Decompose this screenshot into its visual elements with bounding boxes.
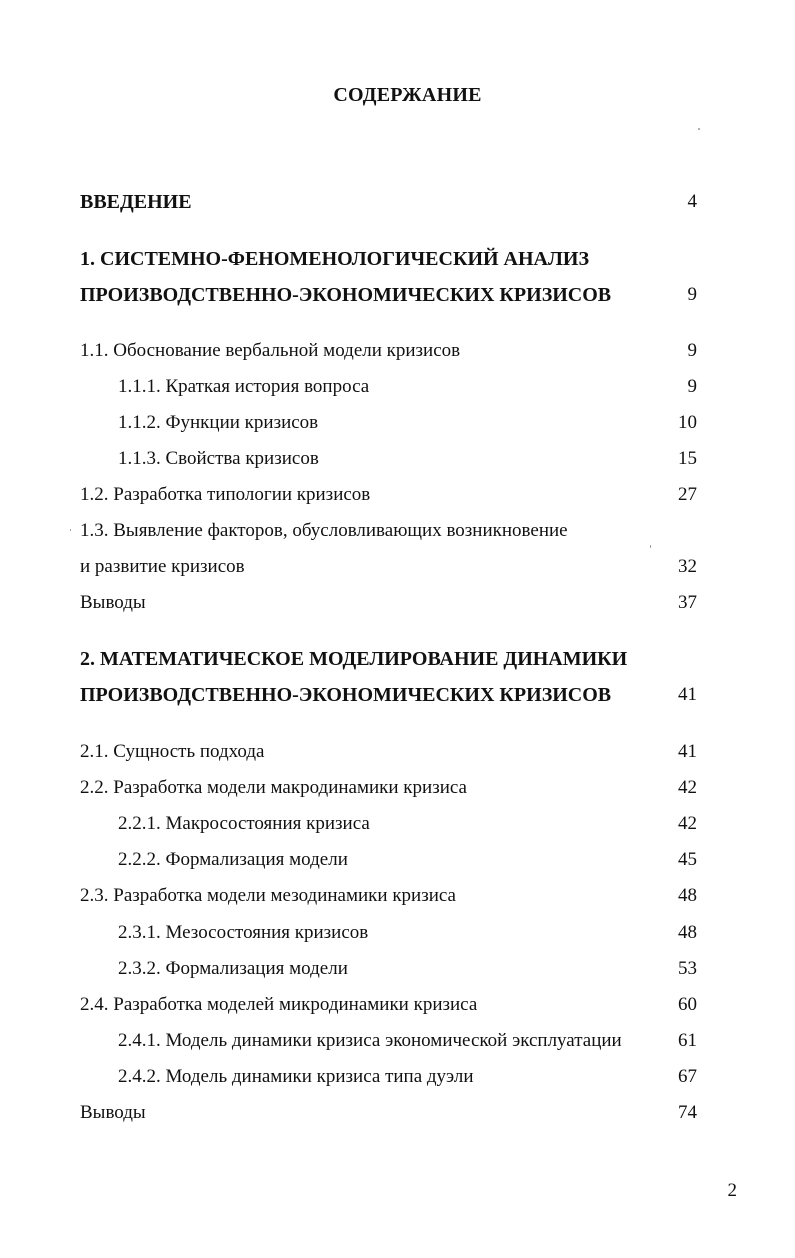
toc-entry-1-2 — [0, 481, 795, 509]
toc-entry-text: 1.1.1. Краткая история вопроса — [118, 376, 370, 397]
toc-entry-page: 27 — [678, 484, 697, 505]
toc-entry-text: Выводы — [80, 1102, 146, 1123]
toc-entry-text: и развитие кризисов — [80, 556, 245, 577]
page-title: СОДЕРЖАНИЕ — [333, 84, 482, 106]
toc-entry-text: 1.1.3. Свойства кризисов — [118, 448, 319, 469]
toc-entry-1-1-2 — [0, 409, 795, 437]
toc-entry-2-4-2 — [0, 1063, 795, 1091]
toc-entry-page: 60 — [678, 994, 697, 1015]
toc-entry-page: 42 — [678, 813, 697, 834]
toc-entry-2-3 — [0, 882, 795, 910]
scan-speck — [70, 529, 71, 531]
toc-entry-page: 61 — [678, 1030, 697, 1051]
toc-entry-1-3-line-1 — [0, 517, 795, 545]
toc-entry-conclusions-1 — [0, 589, 795, 617]
toc-entry-text: 2. МАТЕМАТИЧЕСКОЕ МОДЕЛИРОВАНИЕ ДИНАМИКИ — [80, 648, 628, 670]
toc-entry-2-2 — [0, 774, 795, 802]
toc-entry-2-2-2 — [0, 846, 795, 874]
toc-entry-2-1 — [0, 738, 795, 766]
toc-entry-text: 2.3.1. Мезосостояния кризисов — [118, 922, 369, 943]
toc-entry-text: 2.2.2. Формализация модели — [118, 849, 348, 870]
toc-entry-page: 9 — [687, 284, 697, 305]
toc-entry-page: 42 — [678, 777, 697, 798]
toc-entry-page: 9 — [687, 340, 697, 361]
toc-entry-text: 1.1.2. Функции кризисов — [118, 412, 319, 433]
toc-entry-1-1-3 — [0, 445, 795, 473]
toc-entry-page: 74 — [678, 1102, 697, 1123]
toc-entry-text: ПРОИЗВОДСТВЕННО-ЭКОНОМИЧЕСКИХ КРИЗИСОВ — [80, 284, 612, 306]
toc-entry-page: 53 — [678, 958, 697, 979]
toc-entry-text: 1. СИСТЕМНО-ФЕНОМЕНОЛОГИЧЕСКИЙ АНАЛИЗ — [80, 248, 590, 270]
toc-entry-introduction — [0, 188, 795, 216]
toc-entry-text: 2.4.1. Модель динамики кризиса экономической эксплуатации — [118, 1030, 622, 1051]
scan-speck — [650, 545, 651, 548]
toc-entry-page: 41 — [678, 684, 697, 705]
toc-entry-2-2-1 — [0, 810, 795, 838]
scan-speck — [698, 128, 700, 130]
toc-entry-text: ВВЕДЕНИЕ — [80, 191, 192, 213]
toc-entry-text: 2.1. Сущность подхода — [80, 741, 265, 762]
toc-entry-1-1-1 — [0, 373, 795, 401]
toc-entry-1-3-line-2 — [0, 553, 795, 581]
toc-entry-text: Выводы — [80, 592, 146, 613]
toc-entry-2-3-2 — [0, 955, 795, 983]
toc-entry-text: 2.4.2. Модель динамики кризиса типа дуэли — [118, 1066, 474, 1087]
toc-entry-page: 4 — [687, 191, 697, 212]
toc-entry-page: 37 — [678, 592, 697, 613]
toc-entry-text: 1.2. Разработка типологии кризисов — [80, 484, 371, 505]
toc-entry-2-4 — [0, 991, 795, 1019]
toc-entry-page: 32 — [678, 556, 697, 577]
toc-entry-text: 2.2.1. Макросостояния кризиса — [118, 813, 370, 834]
toc-entry-text: ПРОИЗВОДСТВЕННО-ЭКОНОМИЧЕСКИХ КРИЗИСОВ — [80, 684, 612, 706]
toc-entry-text: 2.3. Разработка модели мезодинамики кризиса — [80, 885, 456, 906]
page-number: 2 — [727, 1180, 737, 1201]
toc-entry-chapter-2-line-2 — [0, 681, 795, 709]
toc-entry-page: 45 — [678, 849, 697, 870]
toc-entry-2-4-1 — [0, 1027, 795, 1055]
toc-entry-text: 2.4. Разработка моделей микродинамики кризиса — [80, 994, 478, 1015]
toc-entry-text: 1.1. Обоснование вербальной модели кризисов — [80, 340, 461, 361]
toc-entry-2-3-1 — [0, 919, 795, 947]
toc-entry-1-1 — [0, 337, 795, 365]
toc-entry-page: 67 — [678, 1066, 697, 1087]
toc-entry-text: 1.3. Выявление факторов, обусловливающих возникновение — [80, 520, 568, 541]
toc-entry-page: 15 — [678, 448, 697, 469]
toc-entry-page: 10 — [678, 412, 697, 433]
toc-entry-page: 48 — [678, 885, 697, 906]
toc-entry-conclusions-2 — [0, 1099, 795, 1127]
toc-entry-page: 48 — [678, 922, 697, 943]
toc-entry-page: 9 — [687, 376, 697, 397]
toc-entry-chapter-1-line-1 — [0, 245, 795, 273]
toc-entry-page: 41 — [678, 741, 697, 762]
toc-entry-chapter-1-line-2 — [0, 281, 795, 309]
toc-entry-text: 2.2. Разработка модели макродинамики кризиса — [80, 777, 467, 798]
toc-entry-text: 2.3.2. Формализация модели — [118, 958, 348, 979]
toc-entry-chapter-2-line-1 — [0, 645, 795, 673]
